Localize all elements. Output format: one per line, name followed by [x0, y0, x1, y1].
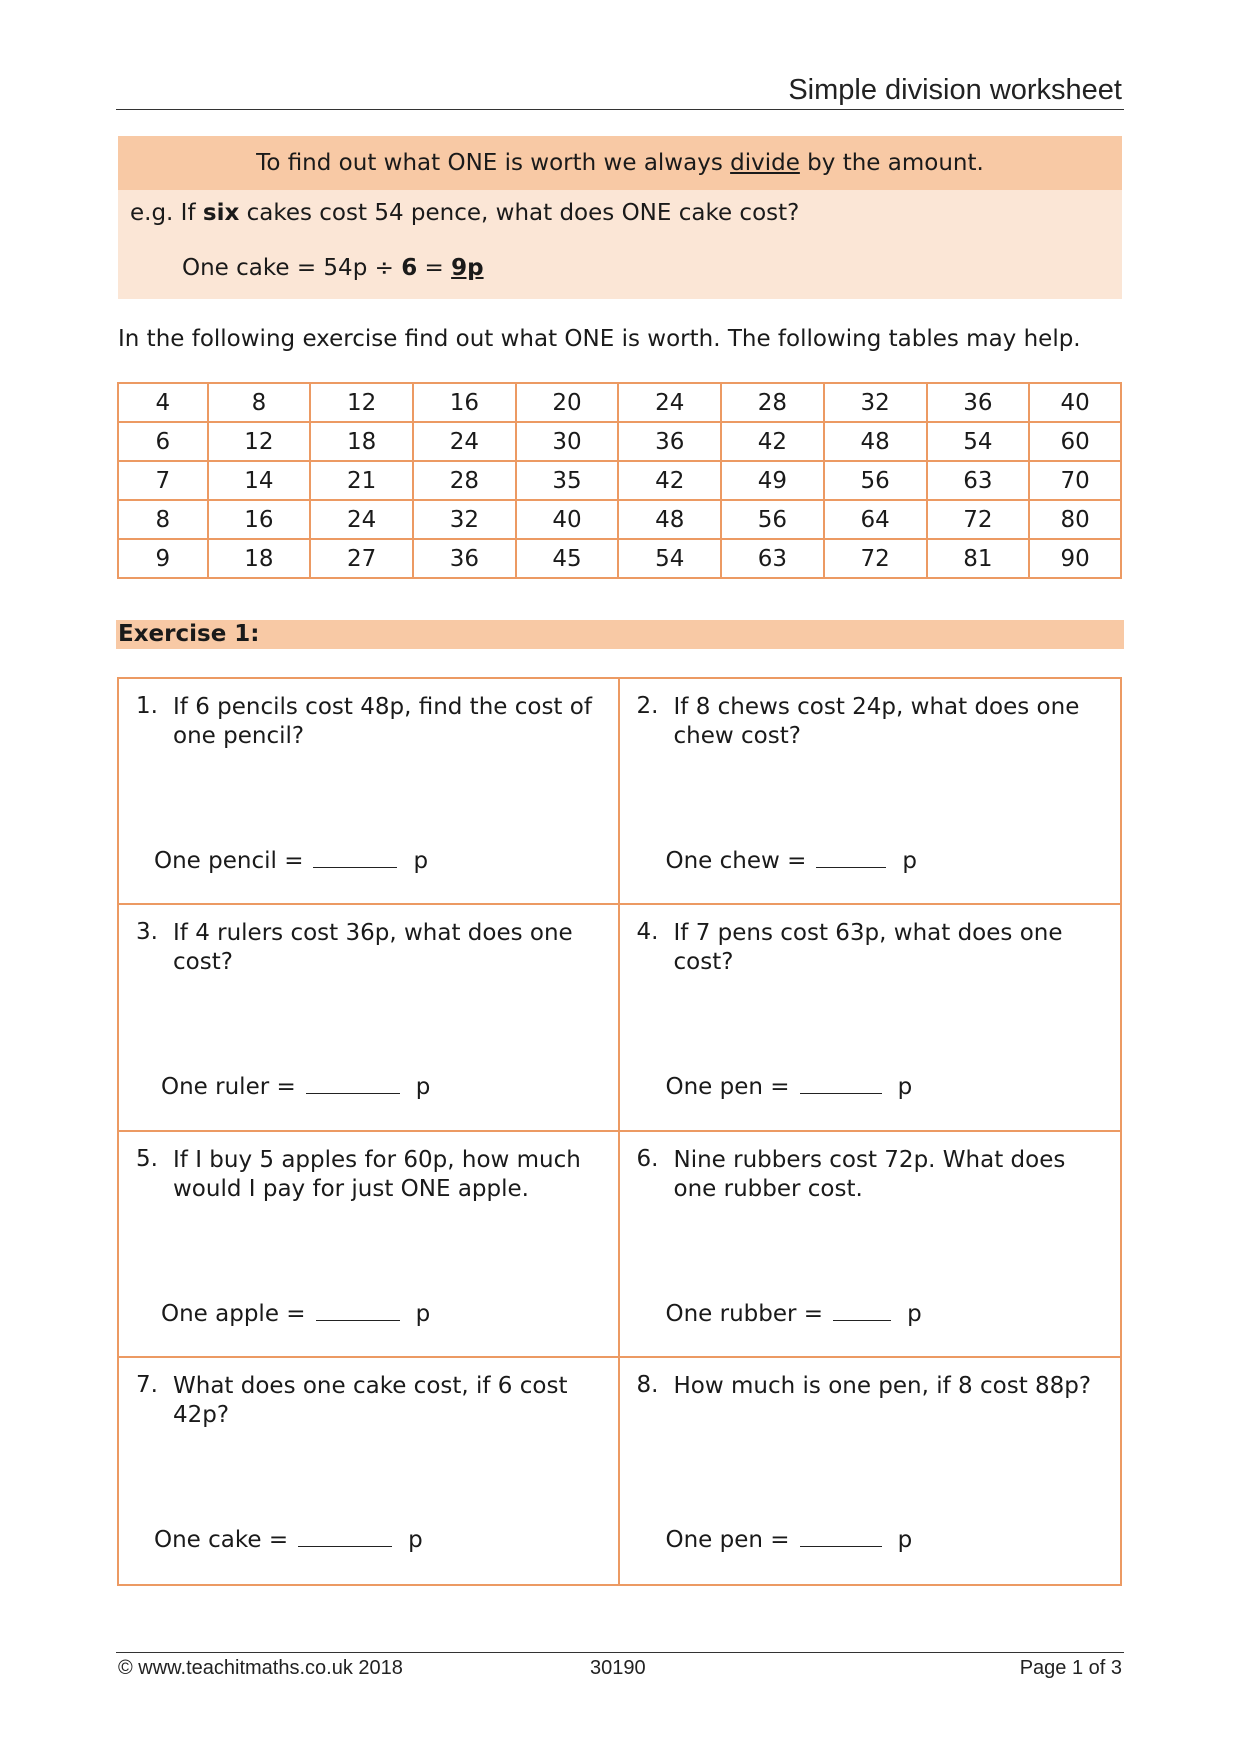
- times-table-cell: 70: [1029, 461, 1121, 500]
- times-table-cell: 42: [721, 422, 824, 461]
- answer-line: [666, 1073, 913, 1100]
- times-table-cell: 20: [516, 383, 619, 422]
- example-keyword: six: [202, 200, 240, 226]
- question-number: 1.: [136, 693, 158, 719]
- answer-label: One pen =: [665, 1526, 790, 1553]
- division-rule: [118, 136, 1122, 190]
- answer-unit: p: [897, 1526, 913, 1553]
- header-divider: [116, 109, 1124, 110]
- answer-line: [666, 1526, 913, 1553]
- times-table-cell: 6: [118, 422, 208, 461]
- question-cell: [119, 905, 620, 1131]
- answer-line: [666, 847, 918, 874]
- times-table-cell: 42: [618, 461, 721, 500]
- answer-line: [666, 1300, 922, 1327]
- question-text: How much is one pen, if 8 cost 88p?: [673, 1372, 1092, 1399]
- times-table-cell: 54: [927, 422, 1030, 461]
- times-table-cell: 49: [721, 461, 824, 500]
- rule-text-start: To find out what ONE is worth we always: [256, 150, 731, 176]
- times-table-cell: 64: [824, 500, 927, 539]
- times-table-cell: 8: [208, 383, 311, 422]
- footer-resource-code: 30190: [590, 1657, 646, 1679]
- times-table-cell: 7: [118, 461, 208, 500]
- question-cell: [620, 1132, 1121, 1358]
- question-cell: [620, 905, 1121, 1131]
- times-table-cell: 81: [927, 539, 1030, 578]
- answer-blank[interactable]: [306, 1073, 400, 1094]
- answer-unit: p: [408, 1526, 423, 1553]
- times-table-cell: 28: [721, 383, 824, 422]
- times-table-cell: 27: [310, 539, 413, 578]
- exercise-heading: Exercise 1:: [116, 620, 1124, 649]
- answer-unit: p: [415, 1300, 431, 1327]
- times-table-cell: 9: [118, 539, 208, 578]
- question-cell: [119, 679, 620, 905]
- times-table-cell: 36: [618, 422, 721, 461]
- answer-line: [161, 1300, 430, 1327]
- times-table-cell: 4: [118, 383, 208, 422]
- example-question: [130, 200, 799, 226]
- times-table-row: [118, 500, 1121, 539]
- times-table-cell: 36: [927, 383, 1030, 422]
- answer-line: [154, 1526, 423, 1553]
- times-table-cell: 63: [721, 539, 824, 578]
- footer-copyright: © www.teachitmaths.co.uk 2018: [118, 1657, 403, 1679]
- times-table-cell: 24: [310, 500, 413, 539]
- times-table-cell: 90: [1029, 539, 1121, 578]
- answer-blank[interactable]: [316, 1300, 400, 1321]
- times-table-cell: 12: [310, 383, 413, 422]
- question-number: 7.: [136, 1371, 158, 1398]
- question-number: 8.: [636, 1371, 659, 1398]
- times-table-cell: 32: [413, 500, 516, 539]
- question-grid: [117, 677, 1122, 1586]
- times-table-cell: 30: [516, 422, 619, 461]
- answer-blank[interactable]: [800, 1073, 882, 1094]
- example-calculation: [182, 255, 484, 281]
- times-table-cell: 24: [413, 422, 516, 461]
- times-table: [117, 382, 1122, 579]
- answer-unit: p: [413, 848, 429, 874]
- times-table-cell: 45: [516, 539, 619, 578]
- times-table-row: [118, 422, 1121, 461]
- times-table-cell: 60: [1029, 422, 1121, 461]
- answer-unit: p: [902, 848, 918, 874]
- answer-label: One ruler =: [161, 1074, 296, 1101]
- question-cell: [119, 1132, 620, 1358]
- times-table-cell: 63: [927, 461, 1030, 500]
- times-table-cell: 32: [824, 383, 927, 422]
- times-table-cell: 24: [618, 383, 721, 422]
- question-cell: [620, 679, 1121, 905]
- answer-unit: p: [415, 1074, 431, 1101]
- times-table-cell: 56: [721, 500, 824, 539]
- question-text: What does one cake cost, if 6 cost 42p?: [173, 1372, 568, 1428]
- question-number: 5.: [136, 1145, 158, 1172]
- times-table-cell: 21: [310, 461, 413, 500]
- times-table-row: [118, 539, 1121, 578]
- answer-label: One pencil =: [154, 848, 304, 874]
- times-table-cell: 48: [824, 422, 927, 461]
- question-cell: [620, 1358, 1121, 1584]
- answer-line: [154, 847, 428, 874]
- question-cell: [119, 1358, 620, 1584]
- intro-box: [118, 136, 1122, 299]
- times-table-cell: 28: [413, 461, 516, 500]
- rule-text-end: by the amount.: [799, 150, 984, 176]
- example-text-end: cakes cost 54 pence, what does ONE cake cost?: [239, 200, 800, 226]
- answer-unit: p: [897, 1074, 913, 1101]
- answer-blank[interactable]: [833, 1300, 891, 1321]
- times-table-row: [118, 383, 1121, 422]
- question-text: If I buy 5 apples for 60p, how much would I pay for just ONE apple.: [173, 1146, 581, 1202]
- calc-answer: 9p: [451, 255, 484, 281]
- rule-keyword: divide: [730, 150, 800, 176]
- question-number: 3.: [136, 919, 158, 946]
- question-text: If 8 chews cost 24p, what does one chew cost?: [673, 694, 1080, 749]
- question-text: If 6 pencils cost 48p, find the cost of one pencil?: [173, 694, 592, 749]
- times-table-cell: 36: [413, 539, 516, 578]
- question-text: If 4 rulers cost 36p, what does one cost?: [173, 920, 573, 976]
- question-number: 2.: [636, 693, 659, 719]
- calc-divisor: 6: [401, 255, 418, 281]
- calc-equals: =: [417, 255, 452, 281]
- times-table-cell: 72: [824, 539, 927, 578]
- times-table-cell: 54: [618, 539, 721, 578]
- question-text: If 7 pens cost 63p, what does one cost?: [673, 920, 1063, 976]
- times-table-row: [118, 461, 1121, 500]
- answer-blank[interactable]: [298, 1526, 392, 1547]
- answer-label: One rubber =: [665, 1300, 824, 1327]
- answer-blank[interactable]: [816, 847, 886, 868]
- times-table-cell: 80: [1029, 500, 1121, 539]
- page-title: Simple division worksheet: [788, 74, 1122, 106]
- answer-label: One cake =: [154, 1526, 289, 1553]
- times-table-cell: 18: [208, 539, 311, 578]
- answer-blank[interactable]: [800, 1526, 882, 1547]
- times-table-cell: 16: [208, 500, 311, 539]
- answer-line: [161, 1073, 430, 1100]
- times-table-cell: 48: [618, 500, 721, 539]
- times-table-cell: 40: [516, 500, 619, 539]
- times-table-cell: 56: [824, 461, 927, 500]
- calc-text: One cake = 54p ÷: [182, 255, 402, 281]
- answer-blank[interactable]: [313, 847, 397, 868]
- footer-divider: [116, 1652, 1124, 1653]
- instruction-text: In the following exercise find out what ONE is worth. The following tables may help.: [118, 326, 1081, 352]
- question-number: 6.: [636, 1145, 659, 1172]
- answer-label: One apple =: [161, 1300, 306, 1327]
- example-text-start: e.g. If: [130, 200, 203, 226]
- footer-page-number: Page 1 of 3: [1019, 1657, 1122, 1679]
- times-table-cell: 72: [927, 500, 1030, 539]
- times-table-cell: 16: [413, 383, 516, 422]
- answer-label: One pen =: [665, 1074, 790, 1101]
- times-table-cell: 35: [516, 461, 619, 500]
- question-number: 4.: [636, 919, 659, 946]
- answer-label: One chew =: [665, 848, 807, 874]
- times-table-cell: 14: [208, 461, 311, 500]
- question-text: Nine rubbers cost 72p. What does one rubber cost.: [673, 1146, 1066, 1202]
- times-table-cell: 18: [310, 422, 413, 461]
- times-table-cell: 40: [1029, 383, 1121, 422]
- times-table-cell: 8: [118, 500, 208, 539]
- times-table-cell: 12: [208, 422, 311, 461]
- answer-unit: p: [907, 1300, 922, 1327]
